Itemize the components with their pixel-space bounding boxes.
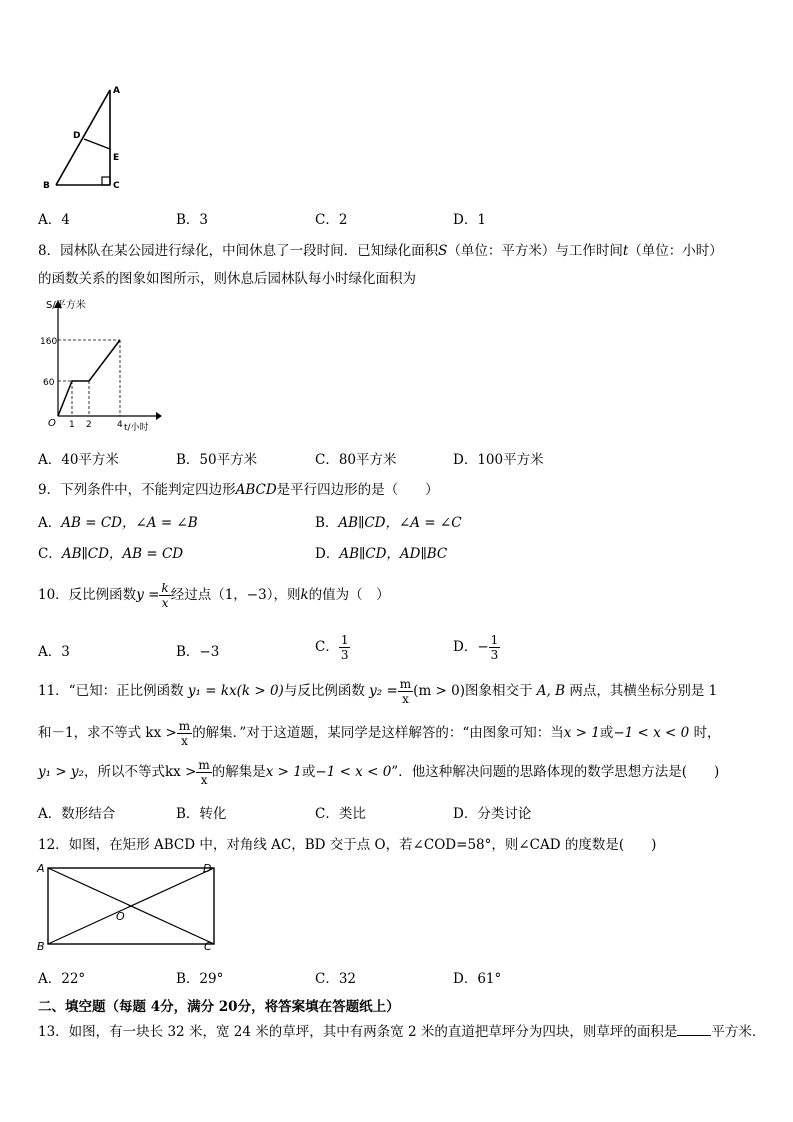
q7-option-d: D．1 <box>453 212 486 228</box>
section-heading: 二、填空题（每题 4分，满分 20分，将答案填在答题纸上） <box>38 999 400 1015</box>
q11-option-a: A．数形结合 <box>38 806 116 822</box>
q9-option-b: B．AB∥CD，∠A = ∠C <box>315 515 462 531</box>
rect-label-b: B <box>37 940 45 953</box>
q8-option-b: B．50平方米 <box>176 452 258 468</box>
q13-stem: 13．如图，有一块长 32 米，宽 24 米的草坪，其中有两条宽 2 米的直道把草坪分为四块，则草坪的面积是 平方米． <box>38 1024 766 1040</box>
rectangle-figure <box>34 860 224 954</box>
q7-option-b: B．3 <box>176 212 209 228</box>
q10-option-c: C． $\frac{1}{3}$ <box>315 633 349 662</box>
q12-option-a: A．22° <box>38 971 86 987</box>
tri-label-a: A <box>113 86 120 96</box>
q8-option-d: D．100平方米 <box>453 452 544 468</box>
graph-ylabel: S/平方米 <box>46 300 86 311</box>
q11-line2: 和－1，求不等式 kx > $\frac{m}{x}$ 的解集．”对于这道题，某同学是这样解答的：“由图象可知：当x > 1或−1 < x < 0 时， <box>38 719 721 748</box>
tri-label-c: C <box>113 181 120 190</box>
q9-stem: 9．下列条件中，不能判定四边形ABCD是平行四边形的是（ ） <box>38 482 439 498</box>
q12-option-b: B．29° <box>176 971 224 987</box>
graph-x2: 2 <box>86 420 92 430</box>
q12-option-c: C．32 <box>315 971 357 987</box>
q9-option-a: A．AB = CD，∠A = ∠B <box>38 515 198 531</box>
triangle-figure <box>38 82 138 190</box>
q7-option-c: C．2 <box>315 212 348 228</box>
q10-option-b: B．−3 <box>176 644 220 660</box>
graph-xlabel: t/小时 <box>124 423 149 433</box>
rect-label-d: D <box>203 862 212 875</box>
q8-option-a: A．40平方米 <box>38 452 119 468</box>
tri-label-e: E <box>113 153 120 163</box>
tri-label-d: D <box>73 131 81 141</box>
q11-option-c: C．类比 <box>315 806 366 822</box>
q12-option-d: D．61° <box>453 971 502 987</box>
graph-x4: 4 <box>117 420 123 430</box>
graph-x1: 1 <box>69 420 75 430</box>
q12-stem: 12．如图，在矩形 ABCD 中，对角线 AC，BD 交于点 O，若∠COD=58°，则∠CAD 的度数是( ) <box>38 837 657 853</box>
q11-option-b: B．转化 <box>176 806 227 822</box>
q11-line3: y₁ > y₂，所以不等式kx > $\frac{m}{x}$ 的解集是x > 1或−1 < x < 0”．他这种解决问题的思路体现的数学思想方法是( ) <box>38 758 720 787</box>
q8-stem-line1: 8．园林队在某公园进行绿化，中间休息了一段时间．已知绿化面积S（单位：平方米）与工作时间t（单位：小时） <box>38 243 723 259</box>
tri-label-b: B <box>43 181 50 190</box>
rect-label-a: A <box>37 862 45 875</box>
rect-label-c: C <box>204 940 212 953</box>
graph-origin: O <box>48 418 56 429</box>
q10-option-d: D．− $\frac{1}{3}$ <box>453 633 499 662</box>
graph-y60: 60 <box>43 378 55 388</box>
q8-stem-line2: 的函数关系的图象如图所示，则休息后园林队每小时绿化面积为 <box>38 271 416 287</box>
q13-answer-blank[interactable] <box>677 1023 711 1036</box>
rect-label-o: O <box>116 910 125 923</box>
q9-option-c: C．AB∥CD，AB = CD <box>38 546 184 562</box>
q8-option-c: C．80平方米 <box>315 452 397 468</box>
graph-y160: 160 <box>40 337 58 347</box>
q7-option-a: A．4 <box>38 212 70 228</box>
q8-graph <box>38 296 163 434</box>
q11-option-d: D．分类讨论 <box>453 806 532 822</box>
q11-line1: 11．“已知：正比例函数 y₁ = kx(k > 0)与反比例函数 y₂ = $\frac{m}{x}$ (m > 0)图象相交于 A, B 两点，其横坐标分别是 1 <box>38 677 718 706</box>
q9-option-d: D．AB∥CD，AD∥BC <box>315 546 448 562</box>
q10-stem: 10．反比例函数y = $\frac{k}{x}$ 经过点（1，−3），则k的值为（ ） <box>38 581 390 610</box>
q10-option-a: A．3 <box>38 644 70 660</box>
